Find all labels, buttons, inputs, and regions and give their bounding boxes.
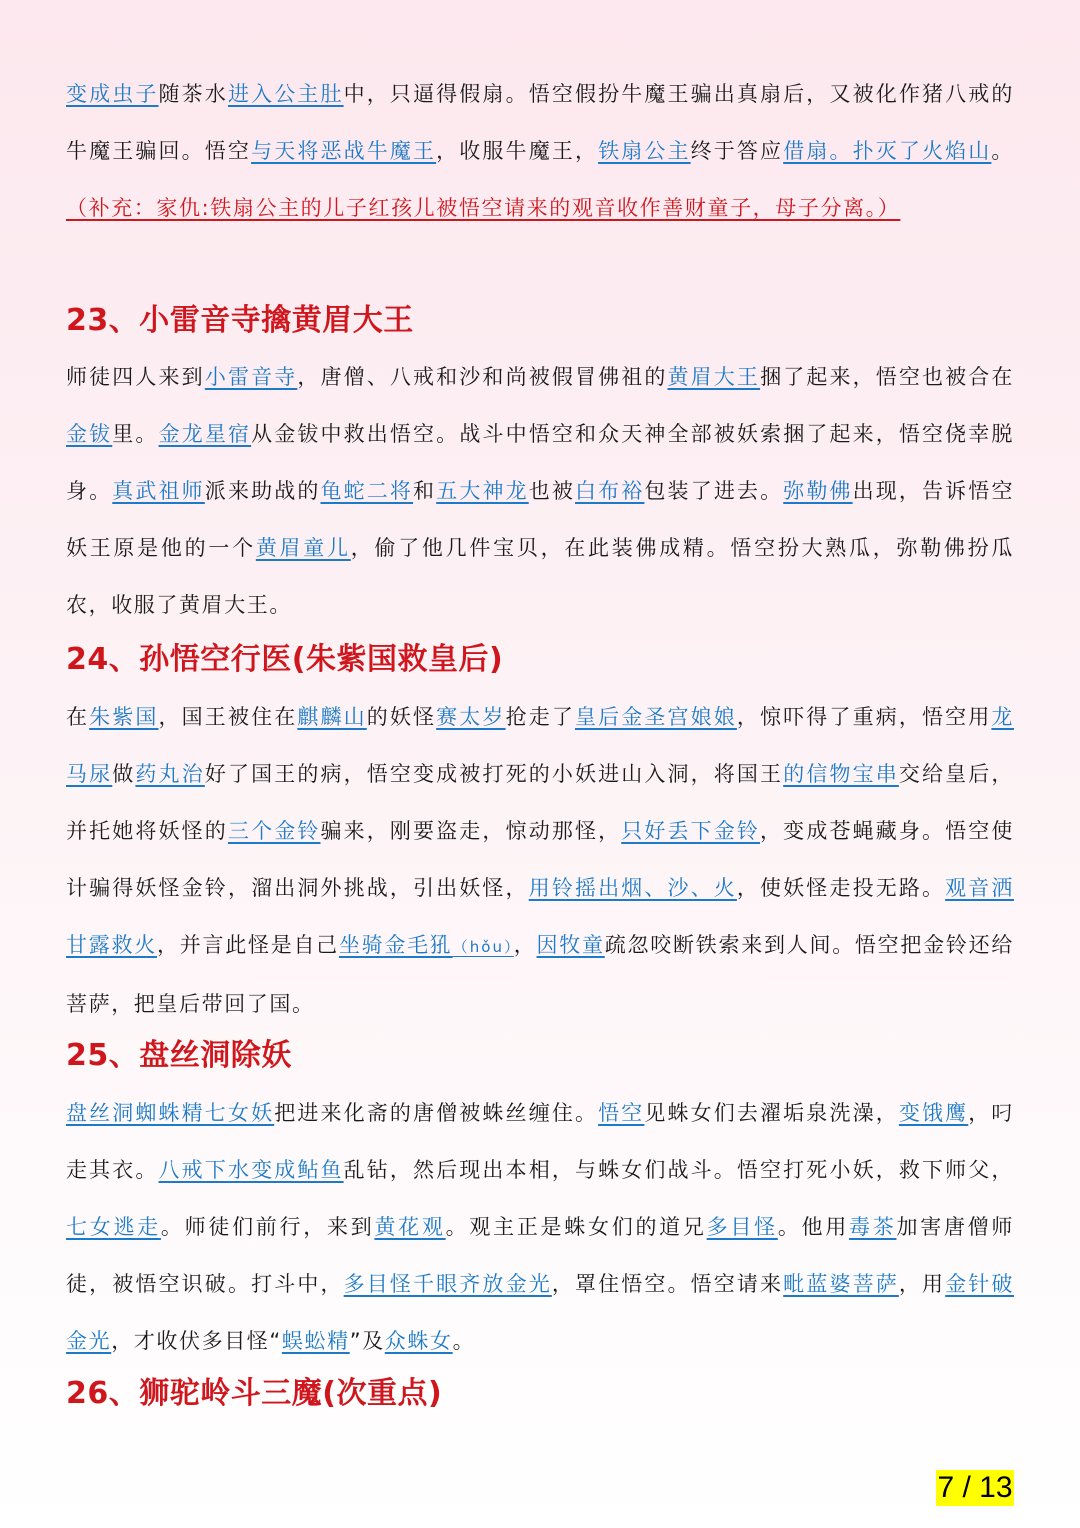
highlighted-keyword: 黄眉童儿 [255,536,351,560]
highlighted-keyword: 皇后金圣宫娘娘 [574,705,737,729]
body-text: ，使妖怪走投无路。 [736,876,946,900]
body-text: ，叼走其衣。 [66,1101,1014,1182]
body-text: 师徒四人来到 [66,365,205,389]
body-text: 和 [413,479,437,503]
body-text: ，用 [898,1272,946,1296]
body-text: ，唐僧、八戒和沙和尚被假冒佛祖的 [297,365,668,389]
highlighted-keyword: 悟空 [598,1101,645,1125]
body-text: ，罩住悟空。悟空请来 [551,1272,784,1296]
heading-24: 24、孙悟空行医(朱紫国救皇后) [66,642,504,677]
highlighted-keyword: 的信物宝串 [783,762,899,786]
body-text: ，国王被住在 [158,705,298,729]
supplement-note: （补充：家仇:铁扇公主的儿子红孩儿被悟空请来的观音收作善财童子，母子分离。） [66,196,901,220]
highlighted-keyword: 用铃摇出烟、沙、火 [528,876,737,900]
body-text: 见蛛女们去濯垢泉洗澡， [644,1101,899,1125]
body-text: 在 [66,705,90,729]
highlighted-keyword: 龟蛇二将 [320,479,414,503]
body-text: 随茶水 [158,82,228,106]
body-text: 做 [112,762,136,786]
paragraph-22-continued [66,66,1014,237]
highlighted-keyword: 铁扇公主 [598,139,691,163]
body-text: 终于答应 [690,139,784,163]
body-text: ，收服牛魔王， [436,139,599,163]
paragraph-25 [66,1085,1014,1370]
highlighted-keyword: 蜈蚣精 [281,1329,350,1353]
body-text: 从金钹中救出悟空。战斗中悟空和众天神全部被妖索捆了起来，悟空侥幸脱身。 [66,422,1015,503]
highlighted-keyword: 众蛛女 [384,1329,453,1353]
highlighted-keyword: 多目怪 [706,1215,778,1239]
body-text: 包装了进去。 [644,479,784,503]
highlighted-keyword: 龙马尿 [66,705,1014,786]
highlighted-keyword: 弥勒佛 [783,479,853,503]
highlighted-keyword: 麒麟山 [297,705,367,729]
highlighted-keyword: 金龙星宿 [158,422,252,446]
heading-23: 23、小雷音寺擒黄眉大王 [66,303,414,338]
body-text: ， [513,933,537,957]
body-text: 。他用 [777,1215,850,1239]
highlighted-keyword: 金钹 [66,422,113,446]
highlighted-keyword: 七女逃走 [66,1215,161,1239]
highlighted-keyword: 借扇。扑灭了火焰山 [783,139,992,163]
body-text: 疏忽咬断铁索来到人间。悟空把金铃还给菩萨，把皇后带回了国。 [66,933,1014,1016]
highlighted-keyword: 三个金铃 [227,819,321,843]
highlighted-keyword: 与天将恶战牛魔王 [251,139,437,163]
body-text: 好了国王的病，悟空变成被打死的小妖进山入洞，将国王 [204,762,784,786]
highlighted-keyword: 坐骑金毛犼 [338,933,453,957]
body-text: 。观主正是蛛女们的道兄 [445,1215,707,1239]
body-text: ，偷了他几件宝贝，在此装佛成精。悟空扮大熟瓜，弥勒佛扮瓜农，收服了黄眉大王。 [66,536,1014,617]
body-text: 。 [452,1329,476,1353]
body-text: 骗来，刚要盗走，惊动那怪， [320,819,622,843]
highlighted-keyword: 小雷音寺 [204,365,298,389]
highlighted-keyword: 真武祖师 [112,479,205,503]
highlighted-keyword: 药丸治 [135,762,205,786]
body-text: 交给皇后，并托她将妖怪的 [66,762,1014,843]
body-text: 。 [991,139,1014,163]
body-text: ”及 [349,1329,385,1353]
body-text: 派来助战的 [204,479,321,503]
body-text: 加害唐僧师徒，被悟空识破。打斗中， [66,1215,1014,1296]
highlighted-keyword: 只好丢下金铃 [621,819,761,843]
body-text: 中，只逼得假扇。悟空假扮牛魔王骗出真扇后，又被化作猪八戒的牛魔王骗回。悟空 [66,82,1014,163]
highlighted-keyword: 赛太岁 [436,705,506,729]
heading-25: 25、盘丝洞除妖 [66,1038,292,1073]
body-text: ，并言此怪是自己 [156,933,339,957]
highlighted-keyword: 金针破金光 [66,1272,1015,1353]
body-text: 乱钻，然后现出本相，与蛛女们战斗。悟空打死小妖，救下师父， [343,1158,1014,1182]
body-text: 捆了起来，悟空也被合在 [760,365,1015,389]
body-text: 也被 [528,479,576,503]
paragraph-23 [66,349,1014,634]
page-number-badge: 7 / 13 [937,1471,1013,1504]
highlighted-keyword: 朱紫国 [89,705,159,729]
highlighted-keyword: 毒茶 [849,1215,897,1239]
highlighted-keyword: 变成虫子 [66,82,159,106]
body-text: ，才收伏多目怪“ [111,1329,282,1353]
highlighted-keyword: 毗蓝婆菩萨 [783,1272,899,1296]
highlighted-keyword: 变饿鹰 [898,1101,969,1125]
body-text: ，变成苍蝇藏身。悟空使计骗得妖怪金铃，溜出洞外挑战，引出妖怪， [66,819,1014,900]
body-text: 把进来化斋的唐僧被蛛丝缠住。 [274,1101,599,1125]
highlighted-keyword: 黄眉大王 [667,365,761,389]
paragraph-24 [66,689,1014,1033]
body-text: 。师徒们前行，来到 [160,1215,375,1239]
body-text: 抢走了 [505,705,575,729]
highlighted-keyword: 因牧童 [536,933,605,957]
highlighted-keyword: （hǒu） [452,938,514,956]
body-text: 出现，告诉悟空妖王原是他的一个 [66,479,1015,560]
highlighted-keyword: 多目怪千眼齐放金光 [343,1272,552,1296]
body-text: 的妖怪 [366,705,437,729]
body-text: ，惊吓得了重病，悟空用 [736,705,992,729]
highlighted-keyword: 八戒下水变成鲇鱼 [158,1158,344,1182]
body-text: 里。 [112,422,159,446]
highlighted-keyword: 黄花观 [374,1215,446,1239]
highlighted-keyword: 观音洒甘露救火 [66,876,1014,957]
highlighted-keyword: 进入公主肚 [227,82,344,106]
highlighted-keyword: 五大神龙 [436,479,529,503]
heading-26: 26、狮驼岭斗三魔(次重点) [66,1376,443,1411]
highlighted-keyword: 白布裕 [575,479,645,503]
highlighted-keyword: 盘丝洞蜘蛛精七女妖 [66,1101,275,1125]
